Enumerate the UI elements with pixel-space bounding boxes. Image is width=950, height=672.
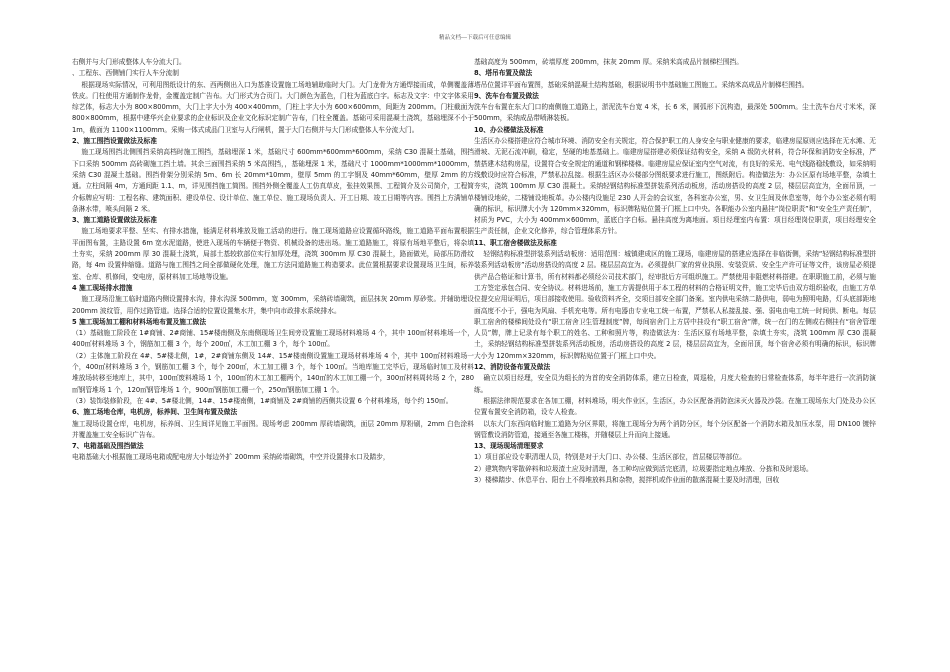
body-paragraph: 以东大门东西向临时施工道路为分区界限，将施工现场分为两个消防分区，每个分区配备一个消防水箱及加压水泵，用 DN100 镀锌钢管敷设消防管道，接通至各施工楼栋，并随楼层上升而向上接通。 [474, 419, 876, 439]
body-paragraph: （2）主体施工阶段在 4#、5#楼北侧，1#，2#商铺东侧及 14#、15#楼南侧设置施工现场材料堆场 4 个，其中 100㎡材料堆场一个，400㎡材料堆场 3 个，钢筋加工棚 3 个，每个 200㎡，木工加工棚 3 个，每个 100㎡。当地库施工完毕后，现场临时加工及材料堆放场转移至地库上，其中，100㎡废料堆场 1 个，100㎡的木工加工棚两个，140㎡的木工加工棚一个，300㎡材料周转场 2 个，280㎡钢管堆场 1 个，120㎡钢管堆场 1 个，900㎡钢筋加工棚一个，250㎡钢筋加工棚 1 个。 [72, 351, 474, 394]
body-paragraph: 根据现场实际情况，可利用图纸设计的东、西两侧出入口为基准设置施工场地辅助临时大门。大门龙骨为方通焊接而成，单侧覆盖薄铁皮。门柱使用方通制作龙骨，金覆盖定制广告布。大门形式为合页门。大门颜色为蓝色，门柱为蓝底白字。标志及文字：中文字体采用综艺体，标志大小为 800×800mm，大门上字大小为 400×400mm，门柱上字大小为 600×600mm，间距为 200mm。门柱截面为 800×800mm，根据中建华兴企业要求的企业标识及企业文化标识定制广告布，门柱全覆盖。基础可采用混凝土浇筑，基础埋深不小于 1m，截面为 1100×1100mm。采购一体式成品门卫室与人行闸机，置于大门右侧并与大门形成整体人车分流大门。 [72, 80, 474, 134]
body-paragraph: 施工现场围挡北侧围挡采纳高档时施工围挡，基础埋深 1 米，基础尺寸 600mm*600mm*600mm，采纳 C30 混凝土基础，围挡下口采纳 500mm 高砖砌施工挡土墙。其余三面围挡采纳 5 米高围挡，，基础埋深 1 米，基础尺寸 1000mm*1000mm*1000mm，采纳 C30 混凝土基础。围挡骨架分别采纳 5m、6m 长 20mm*10mm，壁厚 5mm 的工字钢及 40mm*60mm，壁厚 2mm 的方通。立柱间隔 4m，方通间距 1.1、m，详见围挡施工简图。围挡外侧全覆盖人工仿真草皮，张挂效果图、工程简介及公司简介，工程简介标牌应写明：工程名称、建筑面积、建设单位、设计单位、施工单位、施工现场负责人、开工日期、竣工日期等内容。围挡上方满铺单条淋水带，喷头间隔 2 米。 [72, 148, 474, 213]
section-heading: 3、施工道路设置做法及标准 [72, 216, 157, 225]
body-paragraph: 、工程东、西侧铺门实行人车分流制 [72, 69, 179, 78]
body-paragraph: 塔吊位置详平面布置图，基础采纳混凝土结构基础，根据说明书中基础施工图施工。采纳米高成品片制梯栏围挡。 [474, 80, 809, 89]
body-paragraph: （3）装饰装修阶段，在 4#、5#楼北侧，14#、15#楼南侧，1#商铺及 2#商铺的西侧共设置 6 个材料堆场，每个约 150㎡。 [72, 396, 453, 405]
body-paragraph: （1）基础施工阶段在 1#商铺、2#商铺、15#楼南侧及东南侧现场卫生间旁设置施工现场材料堆场 4 个，其中 100㎡材料堆场一个，400㎡材料堆场 3 个，钢筋加工棚 3 个，每个 200㎡，木工加工棚 3 个，每个 100㎡。 [72, 329, 474, 349]
section-heading: 9、洗车台布置及做法 [474, 91, 539, 100]
section-heading: 7、电箱基础及围挡做法 [72, 442, 144, 451]
body-paragraph: 1）项目部应设专职清理人员，特别是对于大门口、办公楼、生活区部位，首层楼层等部位。 [474, 453, 746, 462]
section-heading: 4 施工现场排水措施 [72, 283, 133, 292]
section-heading: 8、塔吊布置及做法 [474, 69, 533, 78]
section-heading: 11、职工宿舍楼做法及标准 [474, 238, 557, 247]
body-paragraph: 基础高度为 500mm，砖墙厚度 200mm，抹灰 20mm 厚。采纳米高成品片制梯栏围挡。 [474, 58, 743, 66]
body-paragraph: 施工场地要求平整、坚实、有排水措施，能满足材料堆放及施工活动的进行。施工现场道路应设置循环路线，施工道路平面布置根据平面图布置，主路设置 6m 宽水泥道路，使进入现场的车辆便于物资、机械设备的进出场。施工道路施工，将原有场地平整后，将杂填土夯实，采纳 200mm 厚 30 混凝土浇筑，局部土基较软部位实行加厚处理，浇筑 300mm 厚 C30 混凝土，路面做光，局部压防滑纹路，每 4m 设置伸缩缝。道路与施工围挡之间全部做硬化处理，施工方法同道路施工构造要求。此位置根据要求设置现场卫生间，标养室、仓库、机修间，变电房，原材料加工场地等设施。 [72, 227, 474, 281]
body-paragraph: 3）楼梯踏步、休息平台、阳台上不得堆放料具和杂物，搅拌机或作业面的散落混凝土要及时清理，回收 [474, 475, 780, 484]
body-paragraph: 电箱基础大小根据施工现场电箱或配电房大小每边外扩 200mm 采纳砖墙砌筑，中空并设置排水口及踏步， [72, 453, 390, 462]
body-paragraph: 施工现场沿施工临时道路内侧设置排水沟，排水沟深 500mm，宽 300mm，采纳砖墙砌筑，面层抹灰 20mm 厚砂浆。并辅助埋设 200mm 波纹管，用作过路管道。选择合适的位置设置集水井，集中向市政排水系统排水。 [72, 295, 474, 315]
body-paragraph: 洗车台布置在东大门口的南侧施工道路上，淤泥洗车台宽 4 米，长 6 米，圆弧形下沉构造，最深处 500mm。尘土洗车台尺寸米米，深 500mm，采纳成品带喷淋装板。 [474, 103, 876, 123]
left-column [72, 57, 474, 464]
section-heading: 6、施工场地仓库，电机房，标养间、卫生间布置及做法 [72, 408, 238, 417]
section-heading: 2、施工围挡设置做法及标准 [72, 137, 157, 146]
section-heading: 5 施工现场加工棚和材料场地布置及施工做法 [72, 317, 207, 326]
body-paragraph: 根据法律规范要求在各加工棚，材料堆场，明火作业区，生活区，办公区配备消防泡沫灭火器及沙袋。在施工现场东大门处及办公区位置布置安全消防箱，设专人检查。 [474, 396, 876, 417]
section-heading: 13、现场现场清理要求 [474, 442, 544, 451]
right-column [474, 57, 876, 486]
body-paragraph: 施工现场设置仓库，电机房，标养间、卫生间详见施工平面图。现场考虑 200mm 厚砖墙砌筑，面层 20mm 厚粉刷，2mm 白色涂料并覆盖施工安全标识广告布。 [72, 419, 474, 439]
body-paragraph: 轻钢结构标准型拼装系列活动板房：适用范围：城镇建成区的施工现场，临建房屋的搭建应选择在非临街侧，采纳“轻钢结构标准型拼装系列活动板房”活动房搭设的高度 2 层。楼层层高宜为。必须提供厂家的营业执照、安装资质、安全生产许可证等文件，该房屋必须提供产品合格证和计算书，所有材料都必须经公司技术部门，经审批后方可组织施工。严禁使用非阻燃材料搭建。在职职施工前，必须与施工方签定承包合同、安全协议。材料进场前，施工方需提供用于本工程的材料的合格证明文件，施工完毕后由双方组织验收，由施工方单位提交应用证明后，项目部接收使用。验收资料齐全，交项目部安全部门备案。室内供电采纳二路供电，弱电为照明电路，灯头底部距地面高度不小于，强电为风扇、手机充电等。所有电器由专业电工统一布置，严禁私人私接乱接、强、弱电由电工统一时间供、断电。每层职工宿舍的楼梯间处设有“职工宿舍卫生管理制度”牌，每间宿舍门上方居中挂设有“职工宿舍”牌，统一在门的左侧或右侧挂有“宿舍管理人员”牌，牌上记录有每个职工的姓名、工种和照片等，构造做法为：生活区原有场地平整，杂填土夯实，浇筑 100mm 厚 C30 混凝土，采纳轻钢结构标准型拼装系列活动板房，活动房搭设的高度 2 层，楼层层高宜为，全面吊顶，每个宿舍必须有明确的标识，标识牌大小为 120mm×320mm，标识牌粘贴位置于门框上口中央。 [474, 250, 876, 360]
body-paragraph: 2）建筑物内零散碎料和垃圾渣土应及时清理，各工种均应做到活完底清，垃圾要指定地点堆放、分拣和及时退场。 [474, 464, 813, 473]
body-paragraph: 生活区办公楼搭建应符合城市环境、消防安全有关规定，符合保护职工的人身安全与职业健康的要求，临建房屋原则应选择在无水滩、无滑坡、无泥石流冲刷，稳定，坚硬的地基基础上。临建房屋搭建必须保证结构安全，采纳 A 级防火材料，符合环保和消防安全标准，严禁搭建木结构房屋，设置符合安全规定的通道和钢梯楼梯。临建房屋应保证室内空气对流，有良好的采光、电气线路稳线敷设，如采纳明线敷设时应符合标准，严禁私拉乱接。根据生活区办公楼部分图纸要求进行施工，图纸附后。构造做法为：办公区原有场地平整，杂填土夯实，浇筑 100mm 厚 C30 混凝土。采纳轻钢结构标准型拼装系列活动板房，活动房搭设的高度 2 层，楼层层高宜为，全面吊顶，一楼铺设地砖，二楼铺设地板革。办公楼内设施足 230 人开会的会议室，各科室办公室，男、女卫生间及休息室等，每个办公室必须有明确的标识，标识牌大小为 120mm×320mm，标识牌粘贴位置于门框上口中央。各职能办公室内悬挂“岗位职责”和“安全生产责任制”，材质为 PVC，大小为 400mm×600mm，蓝底白字白标。悬挂高度为离地面。项目经理室内布置：项目经理岗位职责，项目经理安全生产责任制，企业文化修养，综合管理体系方针。 [474, 137, 876, 236]
page-header-note: 精品文档---下载后可任意编辑 [439, 35, 511, 41]
section-heading: 10、办公楼做法及标准 [474, 125, 544, 134]
body-paragraph: 确立以项目经理，安全员为组长的为首的安全消防体系，建立日检查，周巡检，月度大检查的日常检查体系，每半年进行一次消防演练。 [474, 374, 876, 394]
body-paragraph: 右侧并与大门形成整体人车分流大门。 [72, 58, 186, 66]
section-heading: 12、消防设备布置及做法 [474, 363, 551, 372]
